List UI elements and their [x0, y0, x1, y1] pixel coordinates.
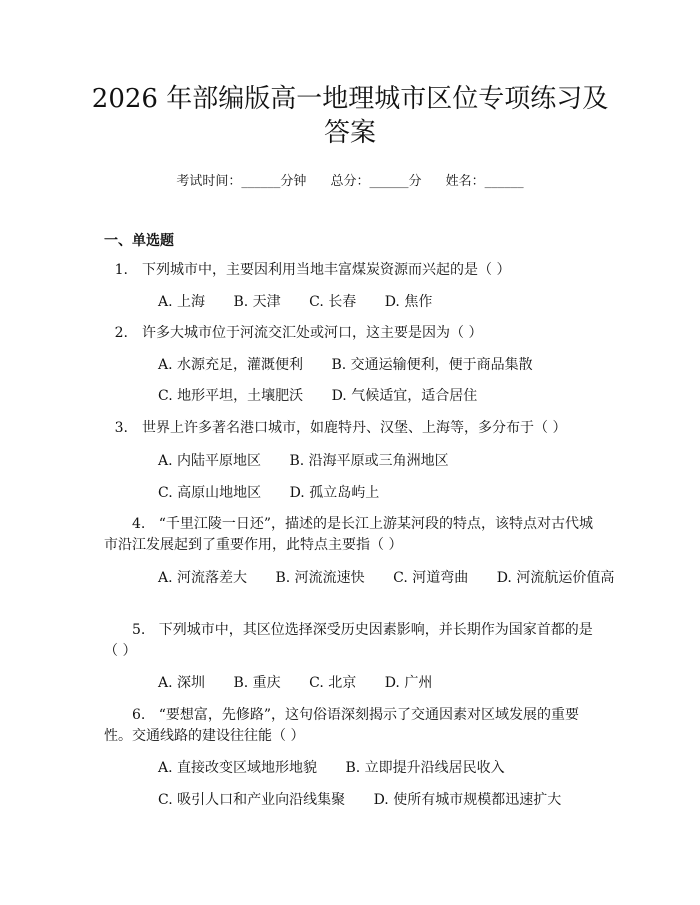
option-b: B. 立即提升沿线居民收入 — [345, 760, 505, 776]
option-d: D. 广州 — [384, 675, 433, 691]
option-c: C. 长春 — [309, 294, 357, 310]
option-a: A. 深圳 — [158, 675, 206, 691]
question-1-options — [158, 292, 618, 313]
option-c: C. 吸引人口和产业向沿线集聚 — [158, 792, 346, 808]
option-a: A. 内陆平原地区 — [158, 453, 262, 469]
question-2 — [104, 323, 604, 344]
option-a: A. 河流落差大 — [158, 570, 248, 586]
question-number: 5. — [132, 622, 146, 638]
question-6 — [104, 705, 604, 747]
question-number: 6. — [132, 707, 146, 723]
question-text: 下列城市中，其区位选择深受历史因素影响，并长期作为国家首都的是（ ） — [104, 622, 593, 659]
option-d: D. 河流航运价值高 — [496, 570, 615, 586]
option-c: C. 河道弯曲 — [393, 570, 469, 586]
question-text: 下列城市中，主要因利用当地丰富煤炭资源而兴起的是（ ） — [142, 262, 511, 278]
total-score-label: 总分：______分 — [330, 174, 422, 189]
option-c: C. 高原山地地区 — [158, 485, 262, 501]
question-5 — [104, 620, 604, 662]
question-number: 4. — [132, 516, 146, 532]
option-b: B. 河流流速快 — [275, 570, 365, 586]
question-6-options-row2 — [158, 790, 618, 811]
option-b: B. 天津 — [233, 294, 281, 310]
question-3-options-row1 — [158, 451, 618, 472]
exam-meta — [0, 170, 700, 189]
question-5-options — [158, 673, 618, 694]
question-text: “要想富，先修路”，这句俗语深刻揭示了交通因素对区域发展的重要性。交通线路的建设往往能（ ） — [104, 707, 580, 744]
question-text: “千里江陵一日还”，描述的是长江上游某河段的特点，该特点对古代城市沿江发展起到了重要作用，此特点主要指（ ） — [104, 516, 594, 553]
question-text: 世界上许多著名港口城市，如鹿特丹、汉堡、上海等，多分布于（ ） — [142, 420, 567, 436]
option-b: B. 沿海平原或三角洲地区 — [289, 453, 449, 469]
option-a: A. 水源充足，灌溉便利 — [158, 357, 304, 373]
option-a: A. 上海 — [158, 294, 206, 310]
question-3-options-row2 — [158, 483, 618, 504]
section-title: 一、单选题 — [104, 233, 174, 249]
option-c: C. 北京 — [309, 675, 357, 691]
question-number: 1. — [114, 262, 128, 278]
option-d: D. 使所有城市规模都迅速扩大 — [373, 792, 562, 808]
option-b: B. 重庆 — [233, 675, 281, 691]
question-text: 许多大城市位于河流交汇处或河口，这主要是因为（ ） — [142, 325, 483, 341]
student-name-label: 姓名：______ — [445, 174, 524, 189]
question-2-options-row1 — [158, 355, 618, 376]
page-title: 2026 年部编版高一地理城市区位专项练习及答案 — [91, 84, 609, 148]
option-d: D. 焦作 — [384, 294, 433, 310]
option-d: D. 孤立岛屿上 — [289, 485, 380, 501]
question-number: 3. — [114, 420, 128, 436]
question-6-options-row1 — [158, 758, 618, 779]
question-4-options — [158, 568, 618, 589]
question-number: 2. — [114, 325, 128, 341]
question-3 — [104, 418, 604, 439]
question-1 — [104, 260, 604, 281]
option-a: A. 直接改变区域地形地貌 — [158, 760, 318, 776]
question-4 — [104, 514, 604, 556]
exam-time-label: 考试时间：______分钟 — [176, 174, 307, 189]
option-c: C. 地形平坦，土壤肥沃 — [158, 388, 304, 404]
question-2-options-row2 — [158, 386, 618, 407]
option-b: B. 交通运输便利，便于商品集散 — [331, 357, 533, 373]
option-d: D. 气候适宜，适合居住 — [331, 388, 478, 404]
